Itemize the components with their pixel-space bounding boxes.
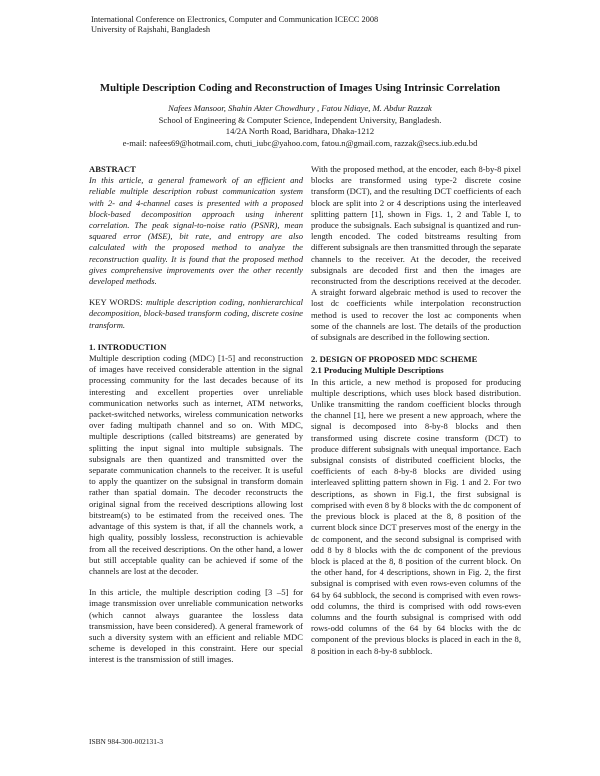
paper-title: Multiple Description Coding and Reconstruction of Images Using Intrinsic Correlation bbox=[99, 82, 501, 94]
author-emails: e-mail: nafees69@hotmail.com, chuti_iubc@yahoo.com, fatou.n@gmail.com, razzak@secs.iub.edu.bd bbox=[122, 137, 478, 148]
intro-paragraph-1: Multiple description coding (MDC) [1-5] and reconstruction of images have received considerable attention in the signal processing community for the last decades because of its interesting and excellent properties over unreliable communication networks such as internet, ATM networks, packet-switched networks, wireless communication networks over fading multipath channel and so on. With MDC, multiple descriptions (called bitstreams) are generated by splitting the input signal into multiple subsignals. The subsignals are then quantized and transmitted over the separate communication channels to the receiver. It is useful to apply the quantizer on the subsignal in transform domain rather than spatial domain. The decoder reconstructs the original signal from the received descriptions allowing lost bitstream(s) to be estimated from the received ones. The advantage of this system is that, if all the channels work, a high quality, possibly lossless, reconstruction is achievable from all the received descriptions. On the other hand, a lower but still acceptable quality can be achieved if some of the channels are lost at the decoder. bbox=[89, 353, 303, 576]
author-block bbox=[60, 103, 540, 149]
conference-name: International Conference on Electronics, Computer and Communication ICECC 2008 bbox=[91, 15, 379, 24]
section-2-1-paragraph: In this article, a new method is proposed for producing multiple descriptions, which uses block based distribution. Unlike transmitting the random coefficient blocks through the channel [1], here we present a new approach, where the signal is decomposed into 8-by-8 blocks and then transformed using discrete cosine transform (DCT) to produce different subsignals with unequal importance. Each subsignal consists of distributed coefficient blocks, the coefficients of each 8-by-8 blocks are divided using interleaved splitting pattern shown in Fig. 1 and 2. For two descriptions, as shown in Fig.1, the first subsignal is comprised with even 8 by 8 blocks with the dc component of the previous block is placed at the 8, 8 position of the current block since DCT preserves most of the energy in the dc component, and the second subsignal is comprised with odd 8 by 8 blocks with the dc component of the previous block is placed at the 8, 8 position of the current block. On the other hand, for 4 descriptions, shown in Fig. 2, the first subsignal is comprised with even rows-even columns of the 64 by 64 subblock, the second is comprised with even rows-odd columns, the third is comprised with odd rows-even columns and the fourth subsignal is comprised with odd rows-odd columns of the 64 by 64 blocks with the dc component of the previous blocks is placed in each in the 8, 8 position in each 8-by-8 subblock. bbox=[311, 376, 521, 656]
abstract-text: In this article, a general framework of an efficient and reliable multiple description robust communication system with 2- and 4-channel cases is presented with a proposed block-based decomposition approach using inherent correlation. The peak signal-to-noise ratio (PSNR), mean squared error (MSE), bit rate, and entropy are also calculated with the proposed method to analyze the reconstruction quality. It is found that the proposed method gives comprehensive improvements over the other recently developed methods. bbox=[89, 175, 303, 287]
section-2-heading: 2. DESIGN OF PROPOSED MDC SCHEME bbox=[311, 354, 478, 365]
isbn: ISBN 984-300-002131-3 bbox=[89, 737, 164, 746]
keywords bbox=[89, 297, 303, 331]
author-names: Nafees Mansoor, Shahin Akter Chowdhury , Fatou Ndiaye, M. Abdur Razzak bbox=[168, 103, 432, 113]
author-affiliation: School of Engineering & Computer Science, Independent University, Bangladesh. bbox=[158, 114, 442, 125]
section-2-1-heading: 2.1 Producing Multiple Descriptions bbox=[311, 365, 444, 376]
right-paragraph-1: With the proposed method, at the encoder, each 8-by-8 pixel blocks are transformed using type-2 discrete cosine transform (DCT), and the resulting DCT coefficients of each block are split into 2 or 4 descriptions using the interleaved splitting pattern [1], shown in Figs. 1, 2 and Table I, to produce the subsignals. Each subsignal is quantized and run-length encoded. The coded bitstreams resulting from different subsignals are then transmitted through the separate channels to the receiver. At the decoder, the received subsignals are decoded first and then the images are reconstructed from the descriptions received at the decoder. A straight forward algebraic method is used to recover the lost dc coefficients while interpolation reconstruction method is used to recover the lost ac components when some of the channels are lost. The details of the production of subsignals are described in the following section. bbox=[311, 164, 521, 343]
intro-heading: 1. INTRODUCTION bbox=[89, 341, 167, 352]
left-column bbox=[89, 164, 303, 666]
intro-paragraph-2: In this article, the multiple description coding [3 –5] for image transmission over unreliable communication networks (which cannot always guarantee the lossless data transmission, have been considered). A general framework of such a diversity system with an efficient and reliable MDC scheme is developed in this constraint. Here our special interest is the transmission of still images. bbox=[89, 587, 303, 665]
conference-header bbox=[91, 15, 378, 35]
keywords-label: KEY WORDS: bbox=[89, 297, 143, 308]
author-address: 14/2A North Road, Baridhara, Dhaka-1212 bbox=[225, 126, 375, 136]
right-column bbox=[311, 164, 521, 657]
conference-venue: University of Rajshahi, Bangladesh bbox=[91, 25, 211, 34]
abstract-heading: ABSTRACT bbox=[89, 164, 136, 174]
keywords-text: multiple description coding, nonhierarchical decomposition, block-based transform coding, discrete cosine transform. bbox=[89, 297, 304, 330]
